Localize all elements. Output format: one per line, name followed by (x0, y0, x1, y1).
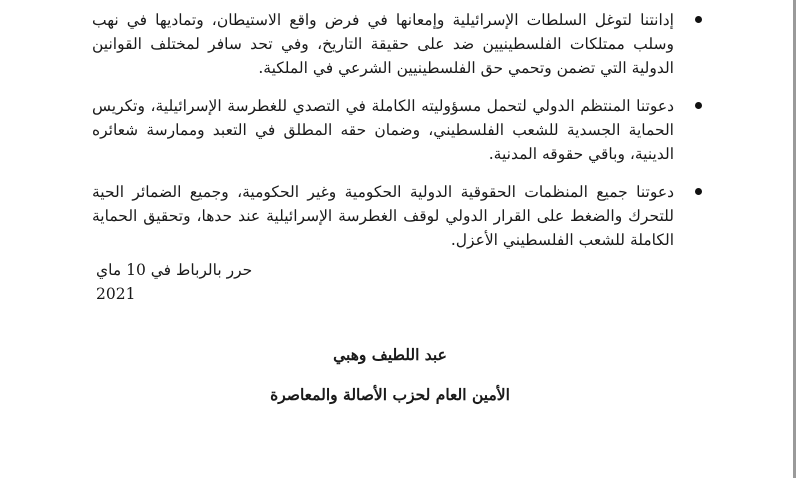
signatory-title: الأمين العام لحزب الأصالة والمعاصرة (270, 385, 510, 404)
bullet-icon (695, 102, 702, 109)
bullet-icon (695, 16, 702, 23)
list-item (92, 94, 696, 166)
list-item (92, 180, 696, 252)
bullet-text: دعوتنا جميع المنظمات الحقوقية الدولية الحكومية وغير الحكومية، وجميع الضمائر الحية للتحرك والضغط على القرار الدولي لوقف الغطرسة الإسرائيلية عند حدها، وتحقيق الحماية الكاملة للشعب الفلسطيني الأعزل. (92, 183, 674, 249)
document-body (92, 8, 696, 266)
bullet-text: إدانتنا لتوغل السلطات الإسرائيلية وإمعانها في فرض واقع الاستيطان، وتماديها في نهب وسلب ممتلكات الفلسطينيين ضد على حقيقة التاريخ، وفي تحد سافر لمختلف القوانين الدولية التي تضمن وتحمي حق الفلسطينيين الشرعي في الملكية. (92, 11, 674, 77)
bullet-text: دعوتنا المنتظم الدولي لتحمل مسؤوليته الكاملة في التصدي للغطرسة الإسرائيلية، وتكريس الحماية الجسدية للشعب الفلسطيني، وضمان حقه المطلق في التعبد وممارسة شعائره الدينية، وباقي حقوقه المدنية. (92, 97, 674, 163)
list-item (92, 8, 696, 80)
signatory-name: عبد اللطيف وهبي (333, 345, 447, 364)
bullet-icon (695, 188, 702, 195)
date-place-line: حرر بالرباط في 10 ماي 2021 (96, 261, 253, 303)
